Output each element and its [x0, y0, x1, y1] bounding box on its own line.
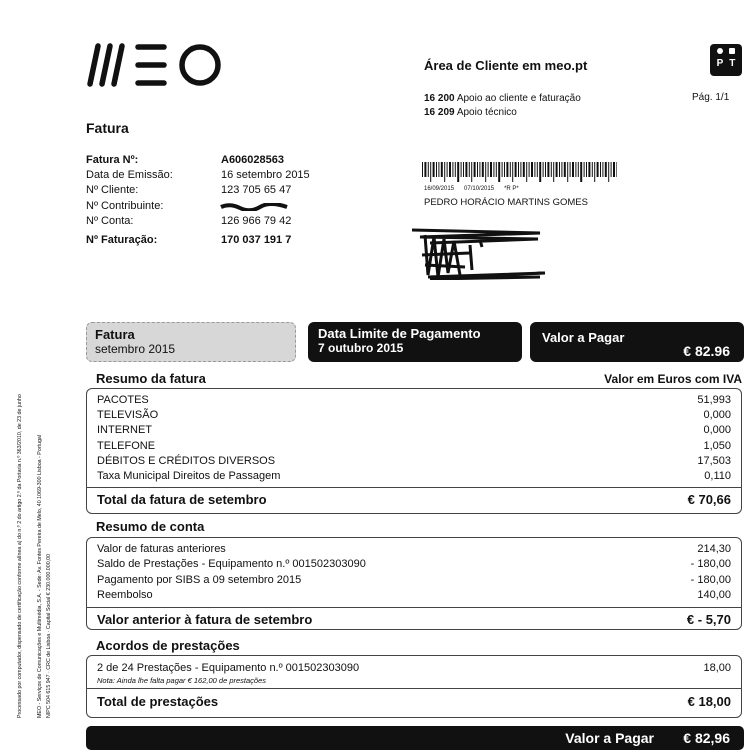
contact-lines	[424, 92, 581, 120]
footer-value: € 82,96	[683, 730, 730, 746]
acordos-panel	[86, 655, 742, 718]
acordos-note: Nota: Ainda lhe falta pagar € 162,00 de prestações	[97, 676, 267, 685]
invoice-field-row: Nº Contribuinte:	[86, 199, 164, 212]
legal-side-text: Processado por computador, dispensado de certificação conforme alínea a) do n.º 2 do artigo 2.º da Portaria n.º 363/2010, de 23 de junho MEO - Serviços de Comunicações e Multimédia, S.A. - Sede: Av. Fontes Pereira de Melo, 40 1069-300 Lisboa - Portugal NIPC 504 615 947 · CRC de Lisboa · Capital Social € 230.000.000,00	[17, 394, 52, 718]
list-item: Pagamento por SIBS a 09 setembro 2015 - 180,00	[97, 573, 731, 586]
page-number: Pág. 1/1	[692, 92, 730, 103]
resumo-conta-panel	[86, 537, 742, 630]
contact-line-tech: 16 209 Apoio técnico	[424, 107, 517, 118]
list-item: Taxa Municipal Direitos de Passagem 0,110	[97, 470, 731, 482]
payment-deadline-box	[308, 322, 522, 362]
list-item: TELEVISÃO 0,000	[97, 409, 731, 422]
footer-label: Valor a Pagar	[565, 730, 654, 746]
invoice-field-row: Data de Emissão: 16 setembro 2015	[86, 169, 310, 182]
pt-logo-text: PT	[716, 58, 742, 69]
section-total: Valor anterior à fatura de setembro € - 5,70	[97, 611, 731, 627]
list-item: Reembolso 140,00	[97, 589, 731, 602]
acordos-title: Acordos de prestações	[96, 638, 240, 653]
meo-logo	[86, 42, 226, 88]
resumo-fatura-title: Resumo da fatura	[96, 371, 206, 386]
amount-due-box	[530, 322, 744, 362]
acordos-total: Total de prestações € 18,00	[97, 694, 731, 709]
invoice-field-row: Fatura Nº: A606028563	[86, 154, 285, 166]
invoice-field-row: Nº Conta: 126 966 79 42	[86, 214, 292, 227]
contact-line-billing: 16 200 Apoio ao cliente e faturação	[424, 93, 581, 104]
resumo-fatura-currency-header: Valor em Euros com IVA	[604, 372, 742, 386]
barcode-dates: 16/09/2015 07/10/2015 *R P*	[424, 186, 519, 192]
list-item: 2 de 24 Prestações - Equipamento n.º 001502303090 18,00	[97, 662, 731, 674]
amount-due-value: € 82.96	[683, 343, 730, 359]
barcode-icon	[422, 162, 617, 182]
invoice-field-row: Nº Cliente: 123 705 65 47	[86, 184, 292, 197]
page-title: Fatura	[86, 120, 129, 136]
amount-due-footer	[86, 726, 744, 750]
section-total: Total da fatura de setembro € 70,66	[97, 492, 731, 508]
deadline-label: Data Limite de Pagamento	[318, 326, 481, 341]
list-item: DÉBITOS E CRÉDITOS DIVERSOS 17,503	[97, 454, 731, 467]
customer-name: PEDRO HORÁCIO MARTINS GOMES	[424, 197, 588, 208]
deadline-date: 7 outubro 2015	[318, 341, 404, 355]
resumo-fatura-panel	[86, 388, 742, 514]
invoice-field-row: Nº Faturação: 170 037 191 7	[86, 234, 292, 247]
fatura-period-box	[86, 322, 296, 362]
redaction-mark	[220, 198, 288, 206]
list-item: TELEFONE 1,050	[97, 439, 731, 452]
list-item: INTERNET 0,000	[97, 424, 731, 437]
fatura-box-label: Fatura	[95, 327, 135, 342]
area-cliente-text: Área de Cliente em meo.pt	[424, 58, 588, 73]
address-redaction-scribble	[410, 225, 550, 280]
pt-logo-icon	[710, 44, 742, 76]
list-item: Saldo de Prestações - Equipamento n.º 001502303090 - 180,00	[97, 558, 731, 571]
list-item: PACOTES 51,993	[97, 394, 731, 406]
list-item: Valor de faturas anteriores 214,30	[97, 543, 731, 555]
resumo-conta-title: Resumo de conta	[96, 519, 205, 534]
fatura-box-period: setembro 2015	[95, 342, 176, 356]
amount-due-label: Valor a Pagar	[542, 330, 625, 345]
